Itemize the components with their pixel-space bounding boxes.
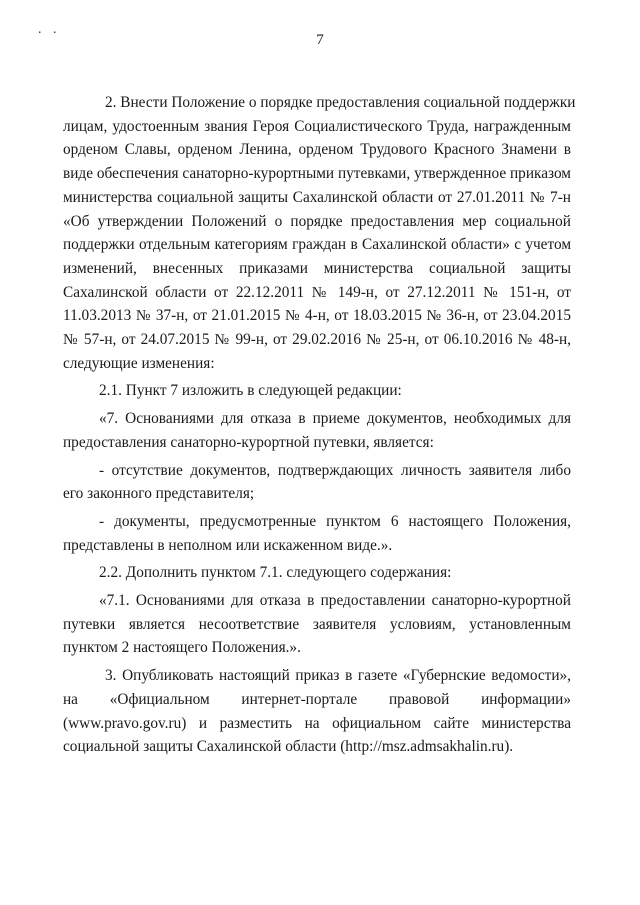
text-line: пунктом 2 настоящего Положения.». bbox=[63, 639, 301, 657]
document-body bbox=[63, 91, 576, 759]
text-line: путевки является несоответствие заявителя условиям, установленным bbox=[63, 615, 571, 633]
text-line: 3. Опубликовать настоящий приказ в газете «Губернские ведомости», bbox=[105, 667, 571, 685]
text-line: представлены в неполном или искаженном виде.». bbox=[63, 536, 393, 554]
text-line: социальной защиты Сахалинской области (http://msz.admsakhalin.ru). bbox=[63, 738, 514, 756]
text-line: 2.1. Пункт 7 изложить в следующей редакции: bbox=[99, 382, 402, 400]
text-line: орденом Славы, орденом Ленина, орденом Трудового Красного Знамени в bbox=[63, 141, 571, 159]
text-line: «Об утверждении Положений о порядке предоставления мер социальной bbox=[63, 212, 571, 230]
text-line: «7. Основаниями для отказа в приеме документов, необходимых для bbox=[99, 410, 571, 428]
text-line: поддержки отдельным категориям граждан в Сахалинской области» с учетом bbox=[63, 236, 571, 254]
margin-dots: . . bbox=[38, 22, 61, 37]
text-line: 11.03.2013 № 37-н, от 21.01.2015 № 4-н, от 18.03.2015 № 36-н, от 23.04.2015 bbox=[63, 307, 571, 325]
text-line: Сахалинской области от 22.12.2011 № 149-н, от 27.12.2011 № 151-н, от bbox=[63, 283, 571, 301]
text-line: виде обеспечения санаторно-курортными путевками, утвержденное приказом bbox=[63, 165, 571, 183]
text-line: министерства социальной защиты Сахалинской области от 27.01.2011 № 7-н bbox=[63, 188, 571, 206]
text-line: следующие изменения: bbox=[63, 354, 215, 372]
text-line: 2. Внести Положение о порядке предоставления социальной поддержки bbox=[105, 94, 576, 111]
text-line: 2.2. Дополнить пунктом 7.1. следующего содержания: bbox=[99, 564, 452, 582]
text-line: (www.pravo.gov.ru) и разместить на официальном сайте министерства bbox=[63, 714, 571, 732]
text-line: - отсутствие документов, подтверждающих личность заявителя либо bbox=[99, 461, 571, 479]
text-line: лицам, удостоенным звания Героя Социалистического Труда, награжденным bbox=[63, 117, 571, 135]
text-line: на «Официальном интернет-портале правовой информации» bbox=[63, 690, 571, 708]
page-number: 7 bbox=[316, 32, 324, 48]
text-line: предоставления санаторно-курортной путевки, является: bbox=[63, 433, 434, 451]
text-line: его законного представителя; bbox=[63, 485, 255, 503]
text-line: - документы, предусмотренные пунктом 6 настоящего Положения, bbox=[99, 512, 571, 530]
text-line: изменений, внесенных приказами министерства социальной защиты bbox=[63, 259, 571, 277]
text-line: «7.1. Основаниями для отказа в предоставлении санаторно-курортной bbox=[99, 592, 571, 610]
text-line: № 57-н, от 24.07.2015 № 99-н, от 29.02.2016 № 25-н, от 06.10.2016 № 48-н, bbox=[63, 331, 571, 349]
